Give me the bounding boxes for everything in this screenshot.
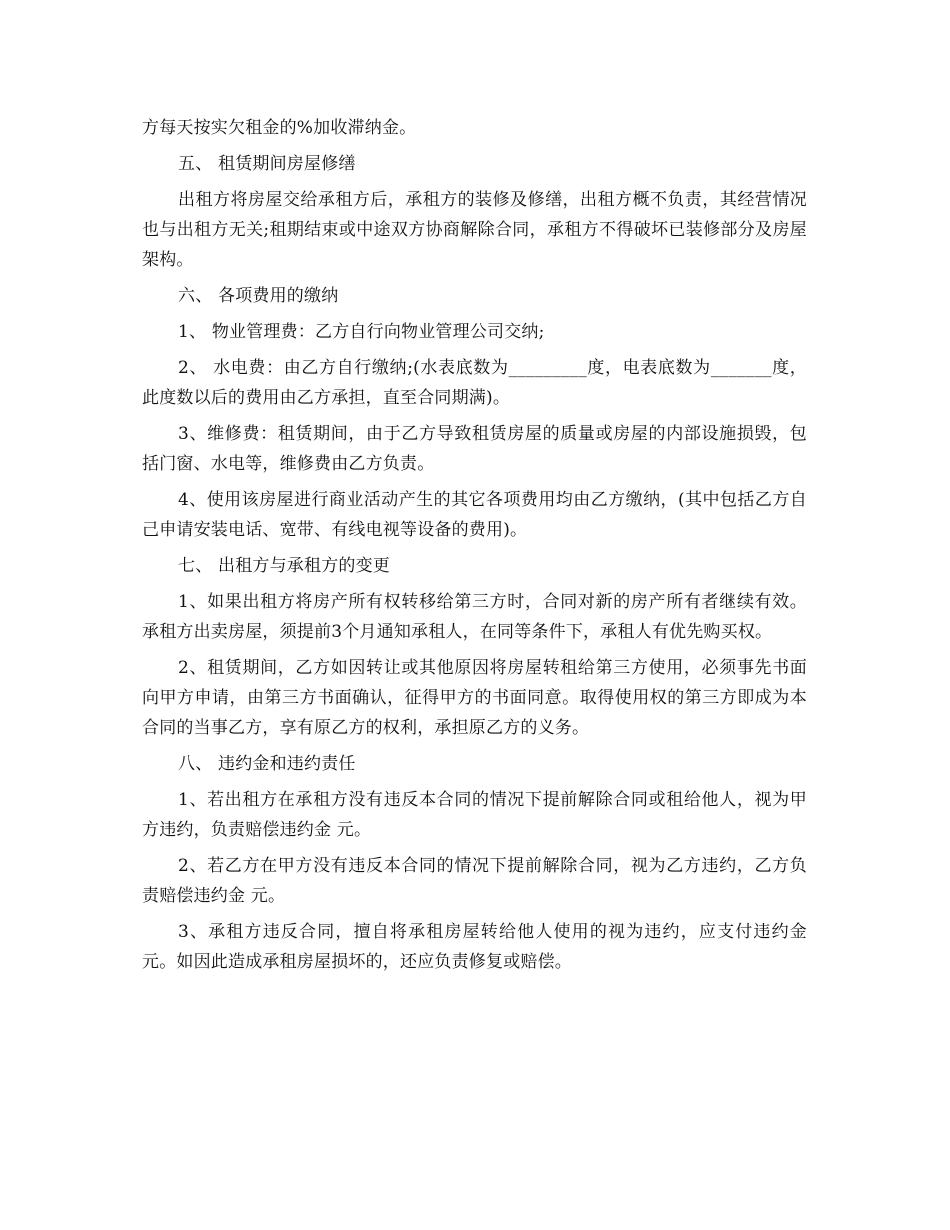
section-heading-5: 五、 租赁期间房屋修缮 bbox=[178, 154, 356, 174]
paragraph-lessee-breach: 2、若乙方在甲方没有违反本合同的情况下提前解除合同，视为乙方违约，乙方负责赔偿违约金 元。 bbox=[142, 856, 807, 906]
paragraph-property-fee: 1、 物业管理费：乙方自行向物业管理公司交纳; bbox=[178, 322, 545, 342]
paragraph-ownership-transfer: 1、如果出租方将房产所有权转移给第三方时，合同对新的房产所有者继续有效。承租方出卖房屋，须提前3个月通知承租人，在同等条件下，承租人有优先购买权。 bbox=[142, 592, 807, 642]
paragraph-repairs: 出租方将房屋交给承租方后，承租方的装修及修缮，出租方概不负责，其经营情况也与出租方无关;租期结束或中途双方协商解除合同，承租方不得破坏已装修部分及房屋架构。 bbox=[142, 190, 807, 270]
section-heading-6: 六、 各项费用的缴纳 bbox=[178, 286, 339, 306]
section-heading-7: 七、 出租方与承租方的变更 bbox=[178, 556, 391, 576]
paragraph-continuation: 方每天按实欠租金的%加收滞纳金。 bbox=[142, 118, 417, 138]
document-body bbox=[142, 113, 807, 983]
paragraph-maintenance: 3、维修费：租赁期间，由于乙方导致租赁房屋的质量或房屋的内部设施损毁，包括门窗、水电等，维修费由乙方负责。 bbox=[142, 424, 807, 474]
paragraph-unauthorized-transfer: 3、承租方违反合同，擅自将承租房屋转给他人使用的视为违约，应支付违约金 元。如因此造成承租房屋损坏的，还应负责修复或赔偿。 bbox=[142, 922, 807, 972]
paragraph-lessor-breach: 1、若出租方在承租方没有违反本合同的情况下提前解除合同或租给他人，视为甲方违约，负责赔偿违约金 元。 bbox=[142, 790, 807, 840]
section-heading-8: 八、 违约金和违约责任 bbox=[178, 754, 356, 774]
paragraph-utilities: 2、 水电费：由乙方自行缴纳;(水表底数为_________度，电表底数为_______度，此度数以后的费用由乙方承担，直至合同期满)。 bbox=[142, 358, 807, 408]
paragraph-other-fees: 4、使用该房屋进行商业活动产生的其它各项费用均由乙方缴纳，(其中包括乙方自己申请安装电话、宽带、有线电视等设备的费用)。 bbox=[142, 490, 807, 540]
paragraph-sublease: 2、租赁期间，乙方如因转让或其他原因将房屋转租给第三方使用，必须事先书面向甲方申请，由第三方书面确认，征得甲方的书面同意。取得使用权的第三方即成为本合同的当事乙方，享有原乙方的权利，承担原乙方的义务。 bbox=[142, 658, 807, 738]
